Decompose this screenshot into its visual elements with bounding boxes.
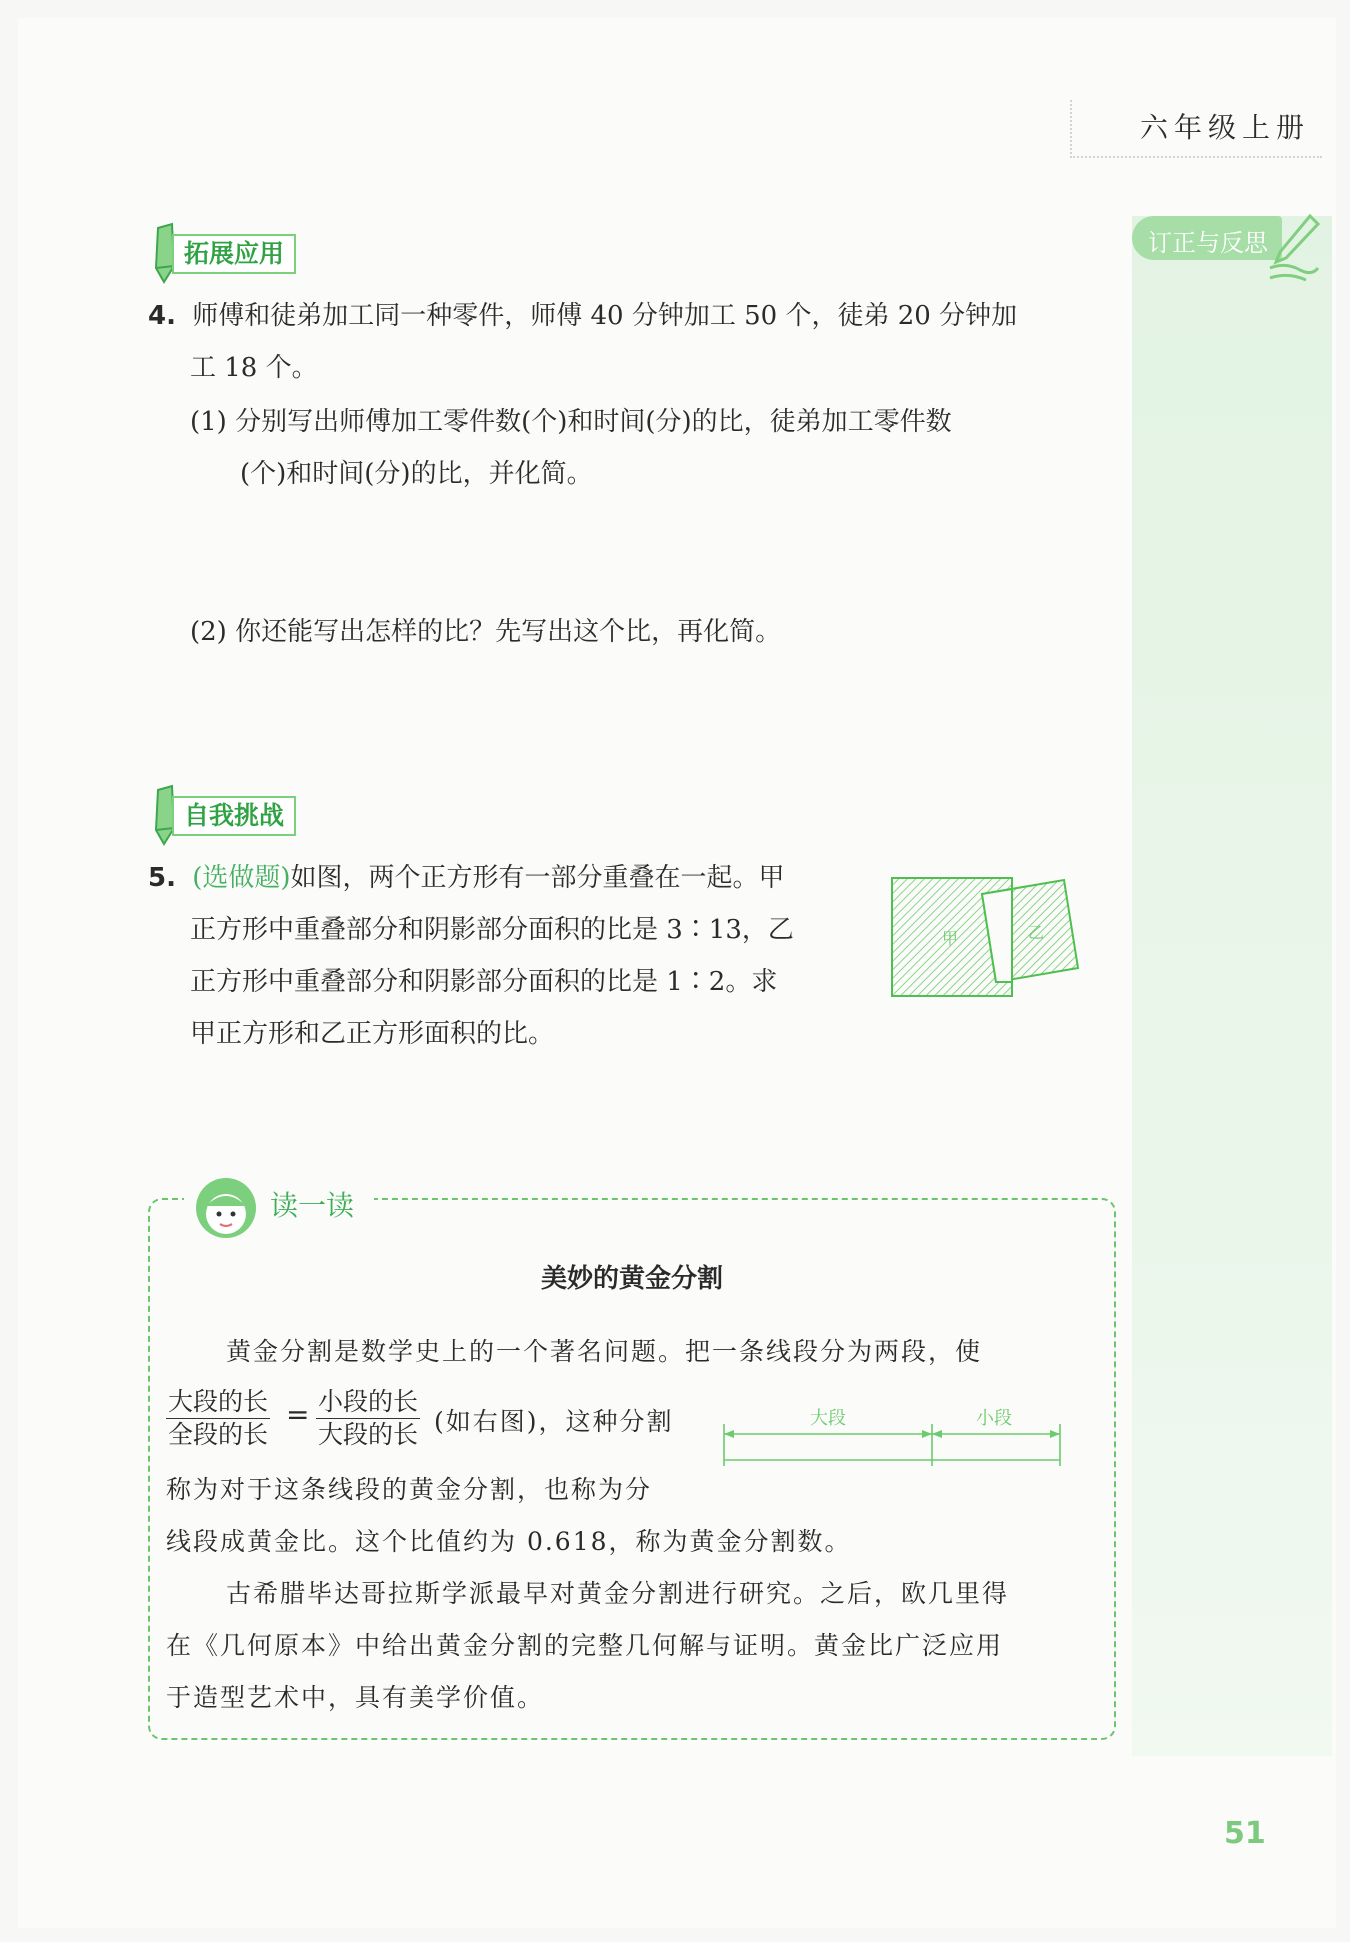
section-heading-challenge <box>150 796 390 836</box>
question-number: 5. <box>148 863 176 893</box>
fraction-numerator: 小段的长 <box>316 1386 420 1419</box>
overlapping-squares-figure <box>888 872 1088 1002</box>
segment-small-label: 小段 <box>976 1408 1012 1429</box>
grade-header <box>1070 100 1322 158</box>
q5-line4: 甲正方形和乙正方形面积的比。 <box>190 1019 555 1049</box>
page-number: 51 <box>1224 1816 1266 1851</box>
article-p2-line3: 于造型艺术中，具有美学价值。 <box>166 1683 545 1712</box>
pen-icon <box>1266 212 1322 286</box>
equals-sign: = <box>286 1398 310 1431</box>
q5-line1 <box>148 852 888 904</box>
grade-label: 六年级上册 <box>1139 111 1310 144</box>
segment-big-label: 大段 <box>810 1408 846 1429</box>
article-p2-line2: 在《几何原本》中给出黄金分割的完整几何解与证明。黄金比广泛应用 <box>166 1631 1004 1660</box>
article-p1-line1: 黄金分割是数学史上的一个著名问题。把一条线段分为两段，使 <box>226 1337 983 1366</box>
golden-segment-diagram <box>720 1404 1070 1474</box>
q5-line2: 正方形中重叠部分和阴影部分面积的比是 3∶13，乙 <box>190 915 794 945</box>
question-number: 4. <box>148 301 176 331</box>
article-p1-line2-rest: (如右图)，这种分割 <box>434 1407 674 1436</box>
q4-part2: (2) 你还能写出怎样的比？先写出这个比，再化简。 <box>190 617 782 647</box>
article-p1-line4: 线段成黄金比。这个比值约为 0.618，称为黄金分割数。 <box>166 1527 852 1556</box>
q5-line3: 正方形中重叠部分和阴影部分面积的比是 1∶2。求 <box>190 967 778 997</box>
q4-text: 师傅和徒弟加工同一种零件，师傅 40 分钟加工 50 个，徒弟 20 分钟加 <box>192 301 1018 331</box>
q4-line1 <box>148 290 1108 342</box>
fraction-denominator: 大段的长 <box>318 1420 419 1449</box>
q4-part1-line1: (1) 分别写出师傅加工零件数(个)和时间(分)的比，徒弟加工零件数 <box>190 407 952 437</box>
fraction-numerator: 大段的长 <box>166 1386 270 1419</box>
article-title: 美妙的黄金分割 <box>540 1264 723 1294</box>
optional-tag: (选做题) <box>192 863 291 893</box>
square-a-label: 甲 <box>942 929 959 948</box>
section-heading-extend <box>150 234 390 274</box>
girl-reading-icon <box>190 1170 262 1242</box>
article-p2-line1: 古希腊毕达哥拉斯学派最早对黄金分割进行研究。之后，欧几里得 <box>226 1579 1010 1608</box>
square-b-label: 乙 <box>1028 923 1045 942</box>
reflection-tab-label: 订正与反思 <box>1148 229 1268 257</box>
fraction-denominator: 全段的长 <box>168 1420 269 1449</box>
q4-line2: 工 18 个。 <box>190 353 318 383</box>
article-p1-line3: 称为对于这条线段的黄金分割，也称为分 <box>166 1475 653 1504</box>
fraction-small-over-big <box>316 1386 420 1451</box>
fraction-big-over-whole <box>166 1386 270 1451</box>
q5-text: 如图，两个正方形有一部分重叠在一起。甲 <box>290 863 785 893</box>
section-title: 自我挑战 <box>172 796 296 836</box>
reflection-strip <box>1132 216 1332 1756</box>
reflection-tab <box>1132 216 1282 260</box>
section-title: 拓展应用 <box>172 234 296 274</box>
reading-label: 读一读 <box>270 1189 355 1222</box>
q4-part1-line2: (个)和时间(分)的比，并化简。 <box>240 459 593 489</box>
